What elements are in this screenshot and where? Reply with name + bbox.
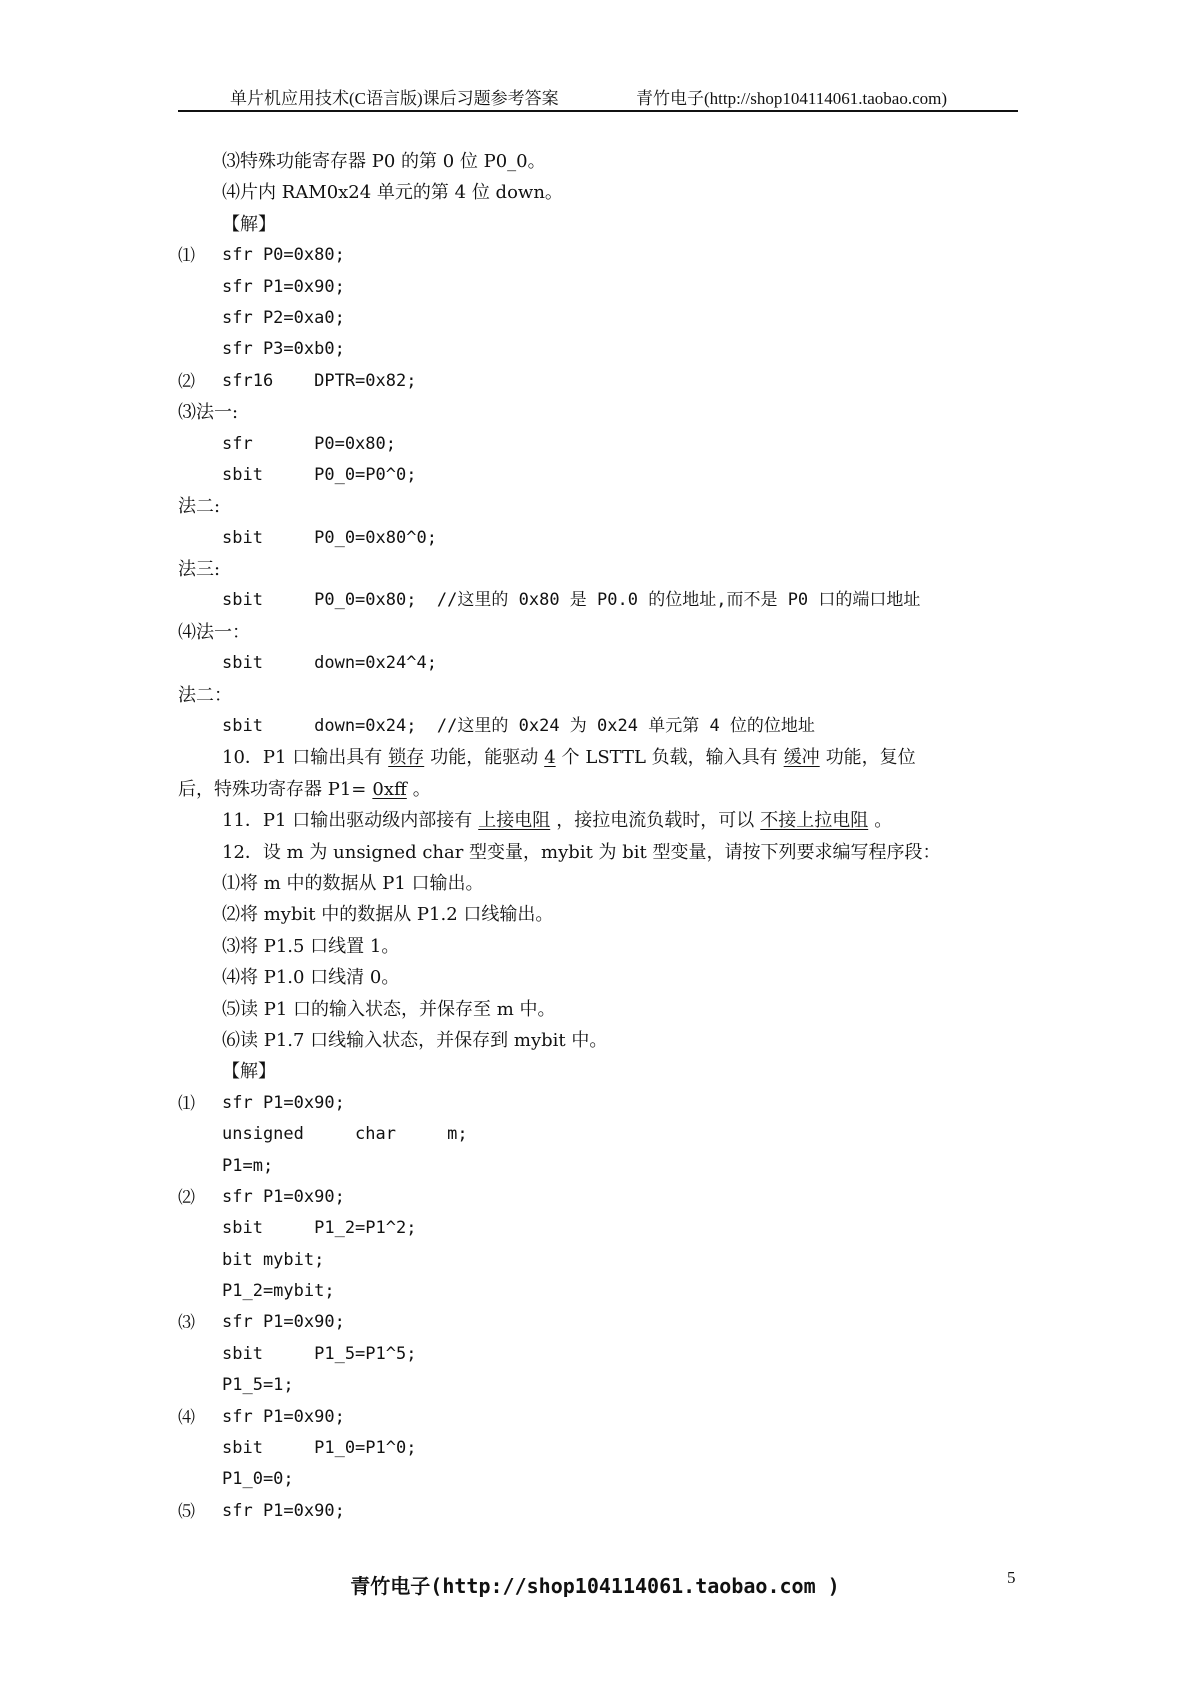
text-line: ⑵将 mybit 中的数据从 P1.2 口线输出。 [222, 904, 554, 926]
page-header [178, 82, 1018, 112]
text-line: ⑷片内 RAM0x24 单元的第 4 位 down。 [222, 182, 563, 204]
method-label: 法三: [178, 559, 221, 581]
code-line: sfr P2=0xa0; [222, 307, 345, 328]
method-label: 法二: [178, 496, 221, 518]
method-label: 法二： [178, 684, 232, 706]
code-line: sbit P0_0=0x80^0; [222, 527, 437, 548]
question-12: 12．设 m 为 unsigned char 型变量，mybit 为 bit 型变量，请按下列要求编写程序段： [222, 841, 941, 863]
header-title: 单片机应用技术(C语言版)课后习题参考答案 [230, 89, 559, 108]
code-line: sbit P0_0=0x80; //这里的 0x80 是 P0.0 的位地址,而不是 P0 口的端口地址 [222, 590, 921, 611]
code-line: sbit down=0x24^4; [222, 653, 437, 674]
answer-blank: 缓冲 [783, 747, 820, 769]
code-line: sbit down=0x24; //这里的 0x24 为 0x24 单元第 4 位的位地址 [222, 716, 815, 737]
code-line: sbit P1_2=P1^2; [222, 1218, 417, 1239]
page-body [178, 146, 1018, 1527]
code-line: ⑵ sfr16 DPTR=0x82; [178, 366, 1018, 397]
item-number: ⑴ [178, 1093, 195, 1113]
code-line: P1=m; [222, 1155, 274, 1176]
code-line: sbit P1_5=P1^5; [222, 1343, 417, 1364]
item-number: ⑴ [178, 246, 195, 266]
answer-blank: 不接上拉电阻 [760, 810, 869, 832]
answer-blank: 上接电阻 [478, 810, 551, 832]
code-line: P1_2=mybit; [222, 1281, 335, 1302]
page-number: 5 [1007, 1568, 1016, 1587]
item-number: ⑶ [178, 1313, 195, 1333]
code-line: sfr P1=0x90; [222, 276, 345, 297]
code-line: sfr P3=0xb0; [222, 339, 345, 360]
text-line: ⑹读 P1.7 口线输入状态，并保存到 mybit 中。 [222, 1029, 608, 1051]
page-footer: 青竹电子(http://shop104114061.taobao.com ) [350, 1574, 840, 1598]
code-line: sfr P0=0x80; [222, 433, 396, 454]
question-11: 11．P1 口输出驱动级内部接有 上接电阻 ，接拉电流负载时，可以 不接上拉电阻 。 [222, 810, 893, 832]
item-number: ⑸ [178, 1501, 195, 1521]
method-label: ⑶法一: [178, 402, 239, 424]
code-line: ⑸ sfr P1=0x90; [178, 1496, 1018, 1527]
item-number: ⑵ [178, 371, 195, 391]
text-line: ⑶特殊功能寄存器 P0 的第 0 位 P0_0。 [222, 151, 546, 172]
code-line: sbit P1_0=P1^0; [222, 1438, 417, 1459]
answer-blank: 4 [544, 747, 556, 769]
code-line: P1_5=1; [222, 1375, 294, 1396]
answer-blank: 0xff [372, 778, 407, 800]
answer-blank: 锁存 [388, 747, 425, 769]
code-line: ⑶ sfr P1=0x90; [178, 1307, 1018, 1338]
method-label: ⑷法一： [178, 621, 250, 643]
text-line: ⑸读 P1 口的输入状态，并保存至 m 中。 [222, 998, 556, 1020]
header-shop: 青竹电子(http://shop104114061.taobao.com) [636, 89, 948, 108]
text-line: ⑴将 m 中的数据从 P1 口输出。 [222, 872, 484, 894]
item-number: ⑵ [178, 1187, 195, 1207]
question-10-cont: 后，特殊功寄存器 P1= 0xff 。 [178, 778, 431, 800]
text-line: ⑶将 P1.5 口线置 1。 [222, 935, 400, 957]
code-line: ⑷ sfr P1=0x90; [178, 1402, 1018, 1433]
code-line: unsigned char m; [222, 1124, 468, 1145]
code-line: ⑴ sfr P0=0x80; [178, 240, 1018, 271]
item-number: ⑷ [178, 1407, 195, 1427]
code-line: P1_0=0; [222, 1469, 294, 1490]
solution-heading: 【解】 [222, 213, 276, 235]
code-line: ⑵ sfr P1=0x90; [178, 1182, 1018, 1213]
text-line: ⑷将 P1.0 口线清 0。 [222, 967, 400, 989]
code-line: bit mybit; [222, 1249, 325, 1270]
solution-heading: 【解】 [222, 1061, 276, 1083]
question-10: 10．P1 口输出具有 锁存 功能，能驱动 4 个 LSTTL 负载，输入具有 缓冲 功能，复位 [222, 747, 916, 769]
code-line: ⑴ sfr P1=0x90; [178, 1088, 1018, 1119]
code-line: sbit P0_0=P0^0; [222, 464, 417, 485]
